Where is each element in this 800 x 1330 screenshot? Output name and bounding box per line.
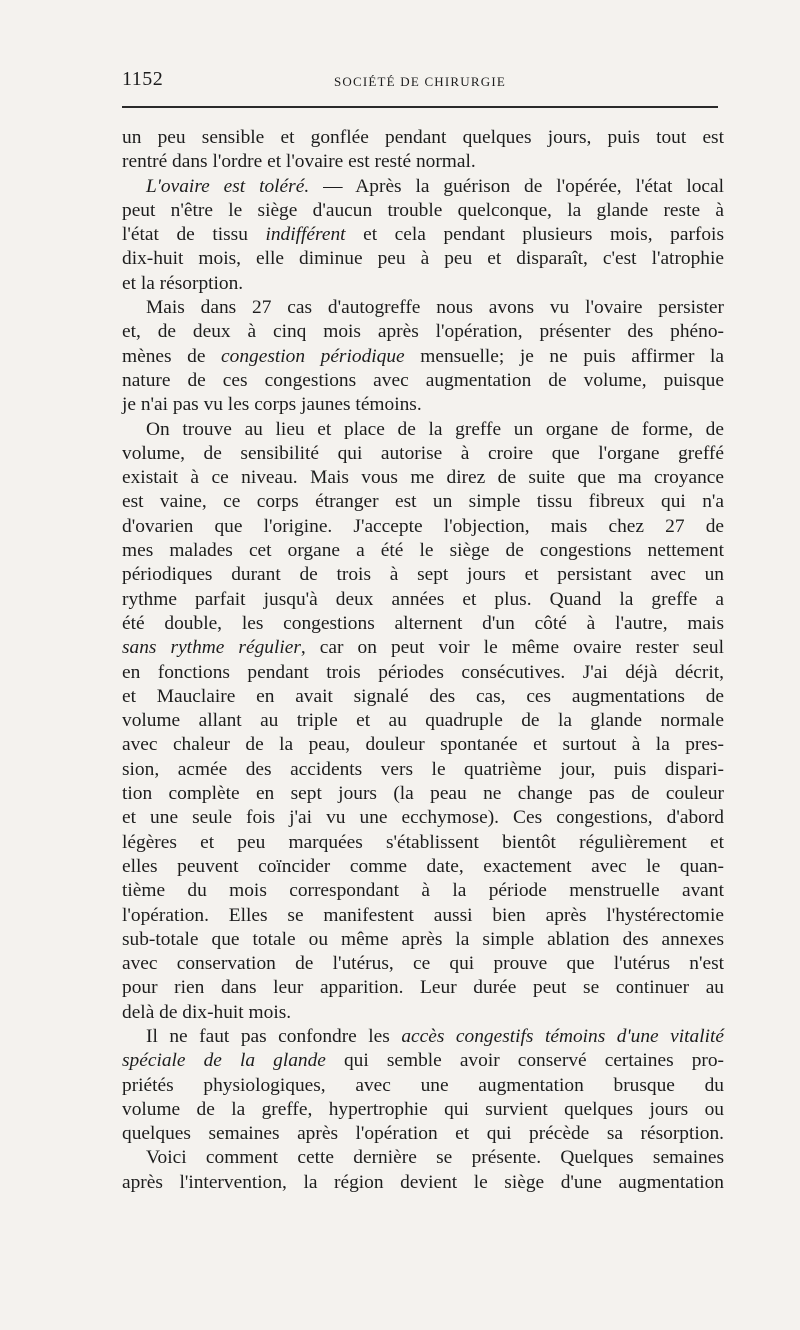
text-line: tion complète en sept jours (la peau ne change pas de couleur xyxy=(122,783,724,805)
text-line: été double, les congestions alternent d'un côté à l'autre, mais xyxy=(122,612,724,634)
text-line: delà de dix-huit mois. xyxy=(122,1001,292,1023)
text-line: et une seule fois j'ai vu une ecchymose). Ces congestions, d'abord xyxy=(122,807,724,829)
text-line: un peu sensible et gonflée pendant quelques jours, puis tout est xyxy=(122,127,724,148)
text-line xyxy=(122,1025,724,1049)
italic-run: L'ovaire est toléré. xyxy=(146,175,310,197)
text-line: sub-totale que totale ou même après la simple ablation des annexes xyxy=(122,928,724,950)
text-line: avec chaleur de la peau, douleur spontanée et surtout à la pres- xyxy=(122,734,724,756)
text-run: et cela pendant plusieurs mois, parfois xyxy=(345,224,724,246)
running-head: SOCIÉTÉ DE CHIRURGIE xyxy=(333,74,507,89)
text-line: rythme parfait jusqu'à deux années et plus. Quand la greffe a xyxy=(122,588,724,610)
text-line: nature de ces congestions avec augmentation de volume, puisque xyxy=(122,369,724,391)
header-rule xyxy=(122,106,718,108)
text-line: On trouve au lieu et place de la greffe un organe de forme, de xyxy=(146,418,724,440)
text-line: tième du mois correspondant à la période menstruelle avant xyxy=(122,880,724,902)
italic-run: indifférent xyxy=(265,224,346,246)
text-line: mes malades cet organe a été le siège de congestions nettement xyxy=(122,540,724,562)
text-line: je n'ai pas vu les corps jaunes témoins. xyxy=(122,394,422,416)
text-run: l'état de tissu xyxy=(122,224,266,246)
italic-run: sans rythme régulier xyxy=(122,637,301,659)
text-line: volume de la greffe, hypertrophie qui survient quelques jours ou xyxy=(122,1098,724,1120)
italic-run: congestion périodique xyxy=(221,345,405,367)
text-line: priétés physiologiques, avec une augmentation brusque du xyxy=(122,1074,724,1096)
page-number: 1152 xyxy=(122,68,164,90)
text-run: mensuelle; je ne puis affirmer la xyxy=(404,345,724,367)
text-run: , car on peut voir le même ovaire rester seul xyxy=(300,637,724,659)
text-line: et la résorption. xyxy=(122,272,244,294)
italic-run: spéciale de la glande xyxy=(122,1050,326,1072)
text-line: périodiques durant de trois à sept jours et persistant avec un xyxy=(122,564,724,586)
text-line: et, de deux à cinq mois après l'opération, présenter des phéno- xyxy=(122,321,724,343)
text-line: peut n'être le siège d'aucun trouble quelconque, la glande reste à xyxy=(122,199,724,221)
text-run: mènes de xyxy=(122,345,222,367)
text-line: volume, de sensibilité qui autorise à croire que l'organe greffé xyxy=(122,442,724,464)
text-line: d'ovarien que l'origine. J'accepte l'objection, mais chez 27 de xyxy=(122,515,724,537)
text-line: rentré dans l'ordre et l'ovaire est resté normal. xyxy=(122,151,476,173)
text-line: dix-huit mois, elle diminue peu à peu et disparaît, c'est l'atrophie xyxy=(122,248,724,270)
text-line: Mais dans 27 cas d'autogreffe nous avons vu l'ovaire persister xyxy=(146,297,724,319)
text-line: et Mauclaire en avait signalé des cas, ces augmentations de xyxy=(122,685,724,707)
text-line xyxy=(122,175,724,199)
text-run: — Après la guérison de l'opérée, l'état local xyxy=(309,175,725,197)
text-line xyxy=(122,636,724,660)
text-line: en fonctions pendant trois périodes consécutives. J'ai déjà décrit, xyxy=(122,661,724,683)
text-line: est vaine, ce corps étranger est un simple tissu fibreux qui n'a xyxy=(122,491,724,513)
text-line: elles peuvent coïncider comme date, exactement avec le quan- xyxy=(122,855,724,877)
text-line: avec conservation de l'utérus, ce qui prouve que l'utérus n'est xyxy=(122,953,724,975)
text-line xyxy=(122,345,724,369)
text-line: quelques semaines après l'opération et qui précède sa résorption. xyxy=(122,1123,724,1145)
text-line xyxy=(122,223,724,247)
body-text xyxy=(122,126,724,1195)
italic-run: accès congestifs témoins d'une vitalité xyxy=(401,1025,724,1047)
text-line: Voici comment cette dernière se présente. Quelques semaines xyxy=(146,1147,724,1169)
text-line: sion, acmée des accidents vers le quatrième jour, puis dispari- xyxy=(122,758,724,780)
text-line: volume allant au triple et au quadruple de la glande normale xyxy=(122,710,724,732)
text-line: pour rien dans leur apparition. Leur durée peut se continuer au xyxy=(122,977,724,999)
text-line xyxy=(122,1049,724,1073)
text-line: après l'intervention, la région devient le siège d'une augmentation xyxy=(122,1171,724,1193)
text-run: Il ne faut pas confondre les xyxy=(146,1025,402,1047)
text-run: qui semble avoir conservé certaines pro- xyxy=(325,1050,724,1072)
text-line: existait à ce niveau. Mais vous me direz de suite que ma croyance xyxy=(122,467,724,489)
text-line: légères et peu marquées s'établissent bientôt régulièrement et xyxy=(122,831,724,853)
page-header xyxy=(122,62,718,98)
text-line: l'opération. Elles se manifestent aussi bien après l'hystérectomie xyxy=(122,904,724,926)
